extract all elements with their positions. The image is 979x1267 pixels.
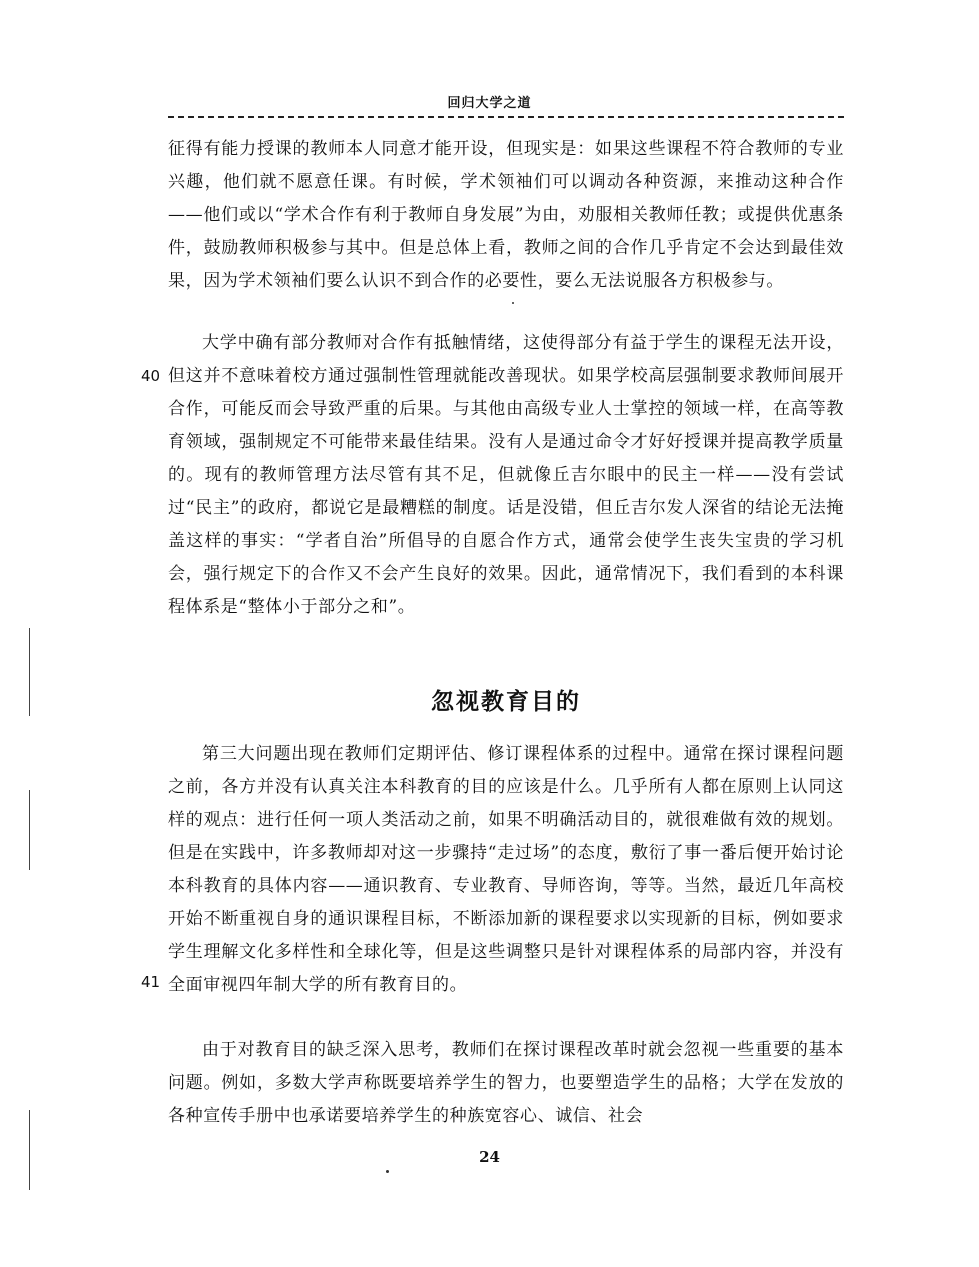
scan-edge-line — [29, 790, 30, 870]
scan-speck — [386, 1170, 389, 1173]
header-dashed-rule — [168, 116, 844, 118]
paragraph-3: 第三大问题出现在教师们定期评估、修订课程体系的过程中。通常在探讨课程问题之前，各方并没有认真关注本科教育的目的应该是什么。几乎所有人都在原则上认同这样的观点：进行任何一项人类活动之前，如果不明确活动目的，就很难做有效的规划。但是在实践中，许多教师却对这一步骤持“走过场”的态度，敷衍了事一番后便开始讨论本科教育的具体内容——通识教育、专业教育、导师咨询，等等。当然，最近几年高校开始不断重视自身的通识课程目标，不断添加新的课程要求以实现新的目标，例如要求学生理解文化多样性和全球化等，但是这些调整只是针对课程体系的局部内容，并没有全面审视四年制大学的所有教育目的。 — [168, 744, 844, 995]
scan-edge-line — [29, 1110, 30, 1190]
scan-speck — [512, 302, 514, 304]
paragraph-4: 由于对教育目的缺乏深入思考，教师们在探讨课程改革时就会忽视一些重要的基本问题。例如，多数大学声称既要培养学生的智力，也要塑造学生的品格；大学在发放的各种宣传手册中也承诺要培养学生的种族宽容心、诚信、社会 — [168, 1040, 844, 1126]
margin-page-number-40: 40 — [141, 367, 161, 385]
paragraph-2: 大学中确有部分教师对合作有抵触情绪，这使得部分有益于学生的课程无法开设，但这并不意味着校方通过强制性管理就能改善现状。如果学校高层强制要求教师间展开合作，可能反而会导致严重的后果。与其他由高级专业人士掌控的领域一样，在高等教育领域，强制规定不可能带来最佳结果。没有人是通过命令才好好授课并提高教学质量的。现有的教师管理方法尽管有其不足，但就像丘吉尔眼中的民主一样——没有尝试过“民主”的政府，都说它是最糟糕的制度。话是没错，但丘吉尔发人深省的结论无法掩盖这样的事实：“学者自治”所倡导的自愿合作方式，通常会使学生丧失宝贵的学习机会，强行规定下的合作又不会产生良好的效果。因此，通常情况下，我们看到的本科课程体系是“整体小于部分之和”。 — [168, 333, 844, 617]
scan-edge-line — [29, 628, 30, 716]
running-head-title: 回归大学之道 — [447, 96, 532, 111]
paragraph-1: 征得有能力授课的教师本人同意才能开设，但现实是：如果这些课程不符合教师的专业兴趣，他们就不愿意任课。有时候，学术领袖们可以调动各种资源，来推动这种合作——他们或以“学术合作有利于教师自身发展”为由，劝服相关教师任教；或提供优惠条件，鼓励教师积极参与其中。但是总体上看，教师之间的合作几乎肯定不会达到最佳效果，因为学术领袖们要么认识不到合作的必要性，要么无法说服各方积极参与。 — [168, 139, 844, 291]
margin-page-number-41: 41 — [141, 973, 161, 991]
section-heading: 忽视教育目的 — [431, 689, 581, 715]
page-number: 24 — [479, 1148, 500, 1166]
